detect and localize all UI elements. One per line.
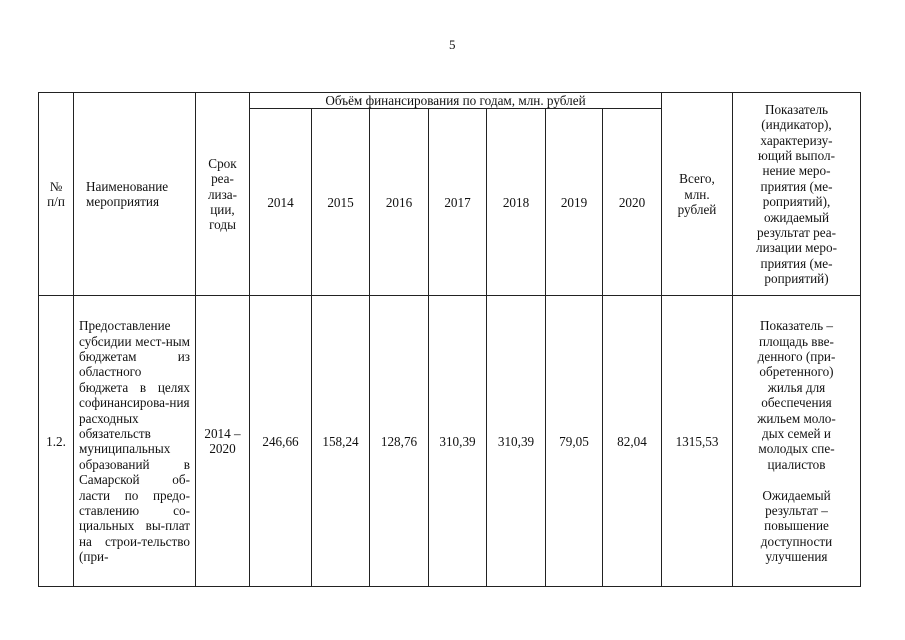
- page-number: 5: [449, 37, 456, 52]
- row-total: 1315,53: [662, 296, 733, 587]
- row-name: Предоставление субсидии мест-ным бюджетам из областного бюджета в целях софинансирова-ния расходных обязательств муниципальных образований в Самарской об-ласти по предо-ставлению со-циальных вы-плат на строи-тельство (при-: [74, 296, 196, 587]
- row-value-2017: 310,39: [429, 296, 487, 587]
- row-value-2020: 82,04: [603, 296, 662, 587]
- header-year-2014: 2014: [250, 109, 312, 296]
- row-value-2019: 79,05: [546, 296, 603, 587]
- header-year-2015: 2015: [312, 109, 370, 296]
- row-value-2014: 246,66: [250, 296, 312, 587]
- header-year-2018: 2018: [487, 109, 546, 296]
- header-year-2016: 2016: [370, 109, 429, 296]
- header-year-2017: 2017: [429, 109, 487, 296]
- row-period: 2014 – 2020: [196, 296, 250, 587]
- table-row: [39, 296, 861, 587]
- funding-table: [38, 92, 861, 587]
- row-value-2018: 310,39: [487, 296, 546, 587]
- row-value-2015: 158,24: [312, 296, 370, 587]
- header-period: Срок реа- лиза- ции, годы: [196, 93, 250, 296]
- header-indicator: Показатель (индикатор), характеризу- ющий выпол- нение меро- приятия (ме- роприятий), ожидаемый результат реа- лизации меро- приятия (ме- роприятий): [733, 93, 861, 296]
- header-funding-group: Объём финансирования по годам, млн. рублей: [250, 93, 662, 109]
- header-year-2020: 2020: [603, 109, 662, 296]
- header-total: Всего, млн. рублей: [662, 93, 733, 296]
- header-year-2019: 2019: [546, 109, 603, 296]
- row-indicator: Показатель – площадь вве- денного (при- обретенного) жилья для обеспечения жильем моло- дых семей и молодых спе- циалистов Ожидаемый результат – повышение доступности улучшения: [733, 296, 861, 587]
- row-value-2016: 128,76: [370, 296, 429, 587]
- row-number: 1.2.: [39, 296, 74, 587]
- header-number: № п/п: [39, 93, 74, 296]
- header-name: Наименование мероприятия: [74, 93, 196, 296]
